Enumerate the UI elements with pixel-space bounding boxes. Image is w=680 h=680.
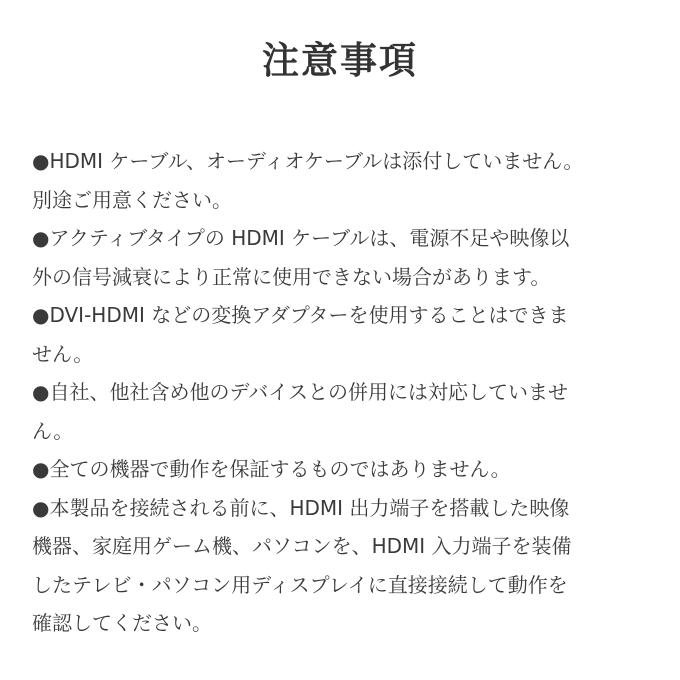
- note-item: [32, 489, 652, 643]
- note-line: ●全ての機器で動作を保証するものではありません。: [32, 457, 511, 481]
- note-item: [32, 450, 652, 489]
- note-item: [32, 296, 652, 373]
- note-line: ●DVI-HDMI などの変換アダプターを使用することはできま: [32, 303, 569, 327]
- note-line: ●本製品を接続される前に、HDMI 出力端子を搭載した映像: [32, 495, 570, 520]
- notes-list: [32, 142, 652, 643]
- note-item: [32, 219, 652, 296]
- note-line: せん。: [32, 341, 94, 366]
- page-title: 注意事項: [262, 39, 418, 82]
- note-item: [32, 142, 652, 219]
- note-line: したテレビ・パソコン用ディスプレイに直接接続して動作を: [32, 572, 568, 597]
- note-line: 確認してください。: [32, 611, 212, 635]
- note-line: 外の信号減衰により正常に使用できない場合があります。: [32, 264, 551, 289]
- note-line: ●自社、他社含め他のデバイスとの併用には対応していませ: [32, 380, 569, 404]
- note-line: 別途ご用意ください。: [32, 187, 232, 212]
- note-line: ●アクティブタイプの HDMI ケーブルは、電源不足や映像以: [32, 226, 570, 250]
- note-line: ん。: [32, 418, 74, 443]
- note-line: ●HDMI ケーブル、オーディオケーブルは添付していません。: [32, 149, 584, 173]
- note-line: 機器、家庭用ゲーム機、パソコンを、HDMI 入力端子を装備: [32, 534, 572, 558]
- note-item: [32, 373, 652, 450]
